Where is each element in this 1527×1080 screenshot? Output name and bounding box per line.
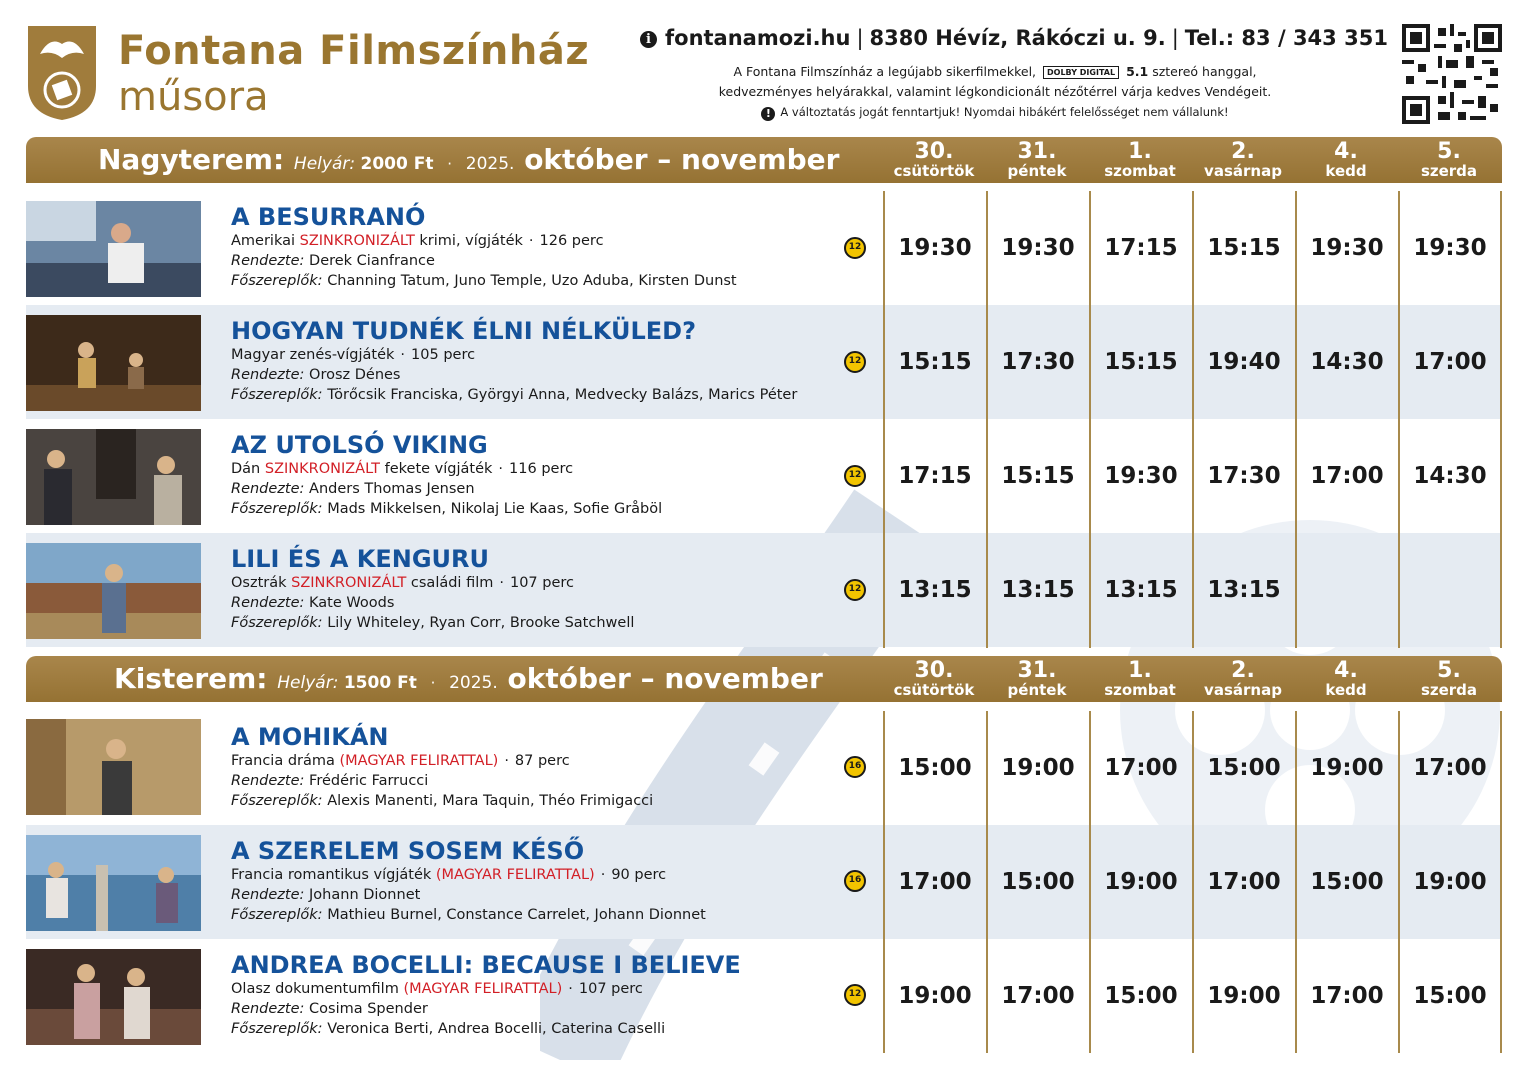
movie-info: Francia romantikus vígjáték (MAGYAR FELIRATTAL) · 90 perc	[231, 867, 667, 883]
column-divider	[1398, 191, 1400, 648]
showtime[interactable]: 19:30	[1001, 235, 1075, 261]
movie-row[interactable]	[26, 825, 1502, 939]
showtime[interactable]: 19:00	[898, 983, 972, 1009]
age-rating-icon: 12	[844, 237, 866, 259]
showtime[interactable]: 15:15	[1207, 235, 1281, 261]
column-divider	[1398, 711, 1400, 1053]
age-rating-icon: 12	[844, 465, 866, 487]
day-header: 31. péntek	[1007, 139, 1067, 180]
day-header: 31. péntek	[1007, 658, 1067, 699]
age-rating-icon: 16	[844, 756, 866, 778]
movie-title: A SZERELEM SOSEM KÉSŐ	[231, 837, 585, 865]
showtime[interactable]: 15:00	[1001, 869, 1075, 895]
address: 8380 Hévíz, Rákóczi u. 9.	[869, 26, 1166, 50]
movie-row[interactable]	[26, 191, 1502, 305]
showtime[interactable]: 17:15	[898, 463, 972, 489]
movie-director: Rendezte: Kate Woods	[231, 595, 395, 611]
movie-still	[26, 949, 201, 1045]
movie-cast: Főszereplők: Mathieu Burnel, Constance Carrelet, Johann Dionnet	[231, 907, 706, 923]
showtime[interactable]: 17:15	[1104, 235, 1178, 261]
brand-subtitle: műsora	[118, 74, 269, 120]
column-divider	[1500, 711, 1502, 1053]
showtime[interactable]: 17:30	[1207, 463, 1281, 489]
column-divider	[1295, 191, 1297, 648]
day-header: 5. szerda	[1420, 658, 1478, 699]
showtime[interactable]: 15:00	[1207, 755, 1281, 781]
movie-title: A MOHIKÁN	[231, 723, 389, 751]
movie-director: Rendezte: Orosz Dénes	[231, 367, 401, 383]
showtime[interactable]: 17:00	[1104, 755, 1178, 781]
movie-title: A BESURRANÓ	[231, 203, 426, 231]
age-rating-icon: 12	[844, 351, 866, 373]
showtime[interactable]: 17:00	[1310, 983, 1384, 1009]
hall-title: Nagyterem: Helyár: 2000 Ft · 2025. október – november	[98, 143, 840, 176]
showtime[interactable]: 17:00	[1413, 755, 1487, 781]
column-divider	[1089, 711, 1091, 1053]
column-divider	[883, 191, 885, 648]
age-rating-icon: 12	[844, 984, 866, 1006]
showtime[interactable]: 15:00	[1413, 983, 1487, 1009]
movie-still	[26, 429, 201, 525]
movie-info: Olasz dokumentumfilm (MAGYAR FELIRATTAL) · 107 perc	[231, 981, 643, 997]
movie-info: Francia dráma (MAGYAR FELIRATTAL) · 87 perc	[231, 753, 570, 769]
movie-row[interactable]	[26, 711, 1502, 825]
showtime[interactable]: 19:00	[1207, 983, 1281, 1009]
age-rating-icon: 16	[844, 870, 866, 892]
movie-title: HOGYAN TUDNÉK ÉLNI NÉLKÜLED?	[231, 317, 696, 345]
showtime[interactable]: 17:00	[1310, 463, 1384, 489]
day-header: 2. vasárnap	[1204, 139, 1282, 180]
showtime[interactable]: 17:00	[898, 869, 972, 895]
brand-title: Fontana Filmszínház	[118, 28, 590, 74]
movie-cast: Főszereplők: Channing Tatum, Juno Temple, Uzo Aduba, Kirsten Dunst	[231, 273, 737, 289]
movie-cast: Főszereplők: Veronica Berti, Andrea Bocelli, Caterina Caselli	[231, 1021, 666, 1037]
movie-cast: Főszereplők: Törőcsik Franciska, Györgyi Anna, Medvecky Balázs, Marics Péter	[231, 387, 798, 403]
showtime[interactable]: 13:15	[1104, 577, 1178, 603]
hall-header-nagyterem	[26, 137, 1502, 183]
qr-code[interactable]	[1402, 24, 1502, 124]
showtime[interactable]: 19:30	[898, 235, 972, 261]
phone: Tel.: 83 / 343 351	[1184, 26, 1388, 50]
day-header: 5. szerda	[1420, 139, 1478, 180]
column-divider	[986, 711, 988, 1053]
movie-title: LILI ÉS A KENGURU	[231, 545, 489, 573]
showtime[interactable]: 17:00	[1413, 349, 1487, 375]
movie-cast: Főszereplők: Mads Mikkelsen, Nikolaj Lie Kaas, Sofie Gråböl	[231, 501, 663, 517]
showtime[interactable]: 15:15	[898, 349, 972, 375]
movie-info: Magyar zenés-vígjáték · 105 perc	[231, 347, 476, 363]
movie-still	[26, 315, 201, 411]
column-divider	[883, 711, 885, 1053]
hall-header-kisterem	[26, 656, 1502, 702]
showtime[interactable]: 19:30	[1413, 235, 1487, 261]
showtime[interactable]: 14:30	[1413, 463, 1487, 489]
info-icon: i	[640, 31, 657, 48]
showtime[interactable]: 19:00	[1001, 755, 1075, 781]
column-divider	[1295, 711, 1297, 1053]
showtime[interactable]: 15:00	[1310, 869, 1384, 895]
movie-info: Dán SZINKRONIZÁLT fekete vígjáték · 116 perc	[231, 461, 574, 477]
movie-info: Amerikai SZINKRONIZÁLT krimi, vígjáték · 126 perc	[231, 233, 604, 249]
showtime[interactable]: 19:00	[1310, 755, 1384, 781]
showtime[interactable]: 13:15	[1207, 577, 1281, 603]
column-divider	[986, 191, 988, 648]
showtime[interactable]: 13:15	[898, 577, 972, 603]
showtime[interactable]: 19:00	[1413, 869, 1487, 895]
movie-director: Rendezte: Cosima Spender	[231, 1001, 428, 1017]
showtime[interactable]: 19:40	[1207, 349, 1281, 375]
day-header: 1. szombat	[1104, 139, 1176, 180]
showtime[interactable]: 15:15	[1104, 349, 1178, 375]
movie-director: Rendezte: Derek Cianfrance	[231, 253, 435, 269]
movie-director: Rendezte: Johann Dionnet	[231, 887, 421, 903]
column-divider	[1192, 191, 1194, 648]
column-divider	[1500, 191, 1502, 648]
notice: ! A változtatás jogát fenntartjuk! Nyomdai hibákért felelősséget nem vállalunk!	[640, 105, 1350, 121]
movie-still	[26, 201, 201, 297]
day-header: 30. csütörtök	[893, 658, 975, 699]
movie-director: Rendezte: Frédéric Farrucci	[231, 773, 429, 789]
showtime[interactable]: 19:30	[1104, 463, 1178, 489]
movie-still	[26, 543, 201, 639]
column-divider	[1192, 711, 1194, 1053]
showtime[interactable]: 19:30	[1310, 235, 1384, 261]
day-header: 4. kedd	[1325, 139, 1367, 180]
movie-cast: Főszereplők: Lily Whiteley, Ryan Corr, Brooke Satchwell	[231, 615, 635, 631]
movie-still	[26, 719, 201, 815]
showtime[interactable]: 17:00	[1001, 983, 1075, 1009]
movie-still	[26, 835, 201, 931]
movie-title: AZ UTOLSÓ VIKING	[231, 431, 488, 459]
dolby-digital-logo: DOLBY DIGITAL	[1043, 66, 1119, 79]
showtime[interactable]: 17:30	[1001, 349, 1075, 375]
showtime[interactable]: 15:00	[1104, 983, 1178, 1009]
day-header: 1. szombat	[1104, 658, 1176, 699]
movie-director: Rendezte: Anders Thomas Jensen	[231, 481, 475, 497]
day-header: 2. vasárnap	[1204, 658, 1282, 699]
showtime[interactable]: 15:15	[1001, 463, 1075, 489]
movie-title: ANDREA BOCELLI: BECAUSE I BELIEVE	[231, 951, 741, 979]
website-link[interactable]: fontanamozi.hu	[665, 26, 851, 50]
movie-info: Osztrák SZINKRONIZÁLT családi film · 107 perc	[231, 575, 575, 591]
fontana-logo	[26, 24, 98, 122]
showtime[interactable]: 19:00	[1104, 869, 1178, 895]
movie-row[interactable]	[26, 939, 1502, 1053]
movie-cast: Főszereplők: Alexis Manenti, Mara Taquin, Théo Frimigacci	[231, 793, 654, 809]
description: A Fontana Filmszínház a legújabb sikerfilmekkel, DOLBY DIGITAL 5.1 sztereó hanggal, kedvezményes helyárakkal, valamint légkondicionált nézőtérrel várja kedves Vendégeit.	[718, 64, 1272, 99]
showtime[interactable]: 15:00	[898, 755, 972, 781]
movie-row[interactable]	[26, 419, 1502, 533]
day-header: 30. csütörtök	[893, 139, 975, 180]
movie-row[interactable]	[26, 305, 1502, 419]
showtime[interactable]: 13:15	[1001, 577, 1075, 603]
contact-line: i fontanamozi.hu | 8380 Hévíz, Rákóczi u. 9. | Tel.: 83 / 343 351	[640, 26, 1388, 50]
age-rating-icon: 12	[844, 579, 866, 601]
showtime[interactable]: 14:30	[1310, 349, 1384, 375]
column-divider	[1089, 191, 1091, 648]
movie-row[interactable]	[26, 533, 1502, 647]
warning-icon: !	[761, 107, 775, 121]
hall-title: Kisterem: Helyár: 1500 Ft · 2025. október – november	[114, 662, 823, 695]
day-header: 4. kedd	[1325, 658, 1367, 699]
showtime[interactable]: 17:00	[1207, 869, 1281, 895]
